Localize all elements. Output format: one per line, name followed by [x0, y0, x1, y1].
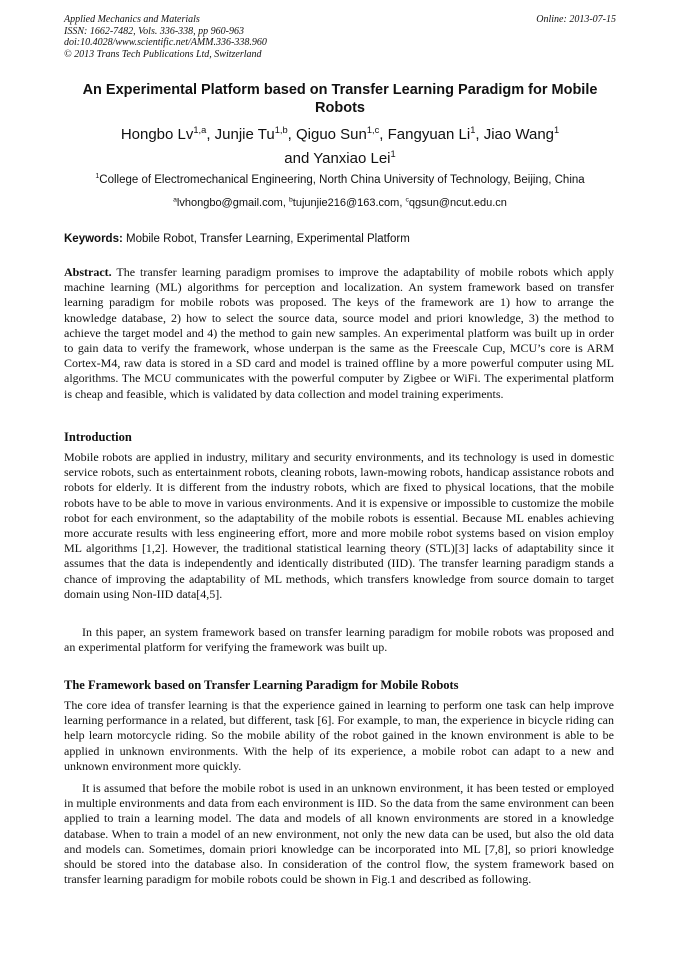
- abstract-text: The transfer learning paradigm promises to improve the adaptability of mobile robots which apply machine learning (ML) algorithms for perception and localization. An system framework based on transfer learning paradigm for mobile robots was proposed. The keys of the framework are 1) how to arrange the knowledge database, 2) how to select the source data, source model and priori knowledge, 3) the method to achieve the target model and 4) the method to gain new samples. An experimental platform was built up in order to gain data to verify the framework, whose underpan is the same as the Freescale Cup, MCU’s core is ARM Cortex-M4, raw data is stored in a SD card and model is trained offline by a more powerful computer using ML algorithms. The MCU communicates with the powerful computer by Zigbee or WiFi. The experimental platform is cheap and feasible, which is validated by data collection and model training experiments.: [64, 265, 614, 401]
- keywords-text: Mobile Robot, Transfer Learning, Experimental Platform: [122, 233, 410, 245]
- framework-paragraph: The core idea of transfer learning is that the experience gained in learning to perform one task can help improve learning performance in a related, but different, task [6]. For example, to man, the experience in bicycle riding can help learn motorcycle riding. So the mobile ability of the robot gained in the known environment is able to be applied in unknown environments. With the help of its experience, a mobile robot can adapt to a new and unknown environment more quickly.: [64, 698, 614, 773]
- introduction-paragraph: In this paper, an system framework based on transfer learning paradigm for mobile robots was proposed and an experimental platform for verifying the framework was built up.: [64, 625, 614, 655]
- email-link[interactable]: qgsun@ncut.edu.cn: [408, 197, 507, 209]
- author-and: and: [284, 150, 310, 167]
- email-sup: c: [405, 196, 409, 204]
- author-sup: 1,a: [193, 125, 207, 135]
- email-sup: a: [173, 196, 177, 204]
- framework-paragraph: It is assumed that before the mobile robot is used in an unknown environment, it has been tested or employed in multiple environments and data from each environment is IID. So the data from the same environment can been applied to train a learning model. The data and models of all known environments are stored in a knowledge database. When to train a model of an new environment, not only the new data can be used, but also the old data and models can. Sometimes, domain priori knowledge can be incorporated into ML [7,8], so priori knowledge should be stored into the database also. In consideration of the control flow, the system framework based on transfer learning paradigm for mobile robots could be shown in Fig.1 and described as following.: [64, 781, 614, 887]
- journal-name: Applied Mechanics and Materials: [64, 14, 200, 25]
- author-name: Fangyuan Li: [387, 126, 471, 143]
- author-name: Junjie Tu: [214, 126, 275, 143]
- author-emails: [64, 196, 616, 211]
- author-sup: 1: [470, 125, 476, 135]
- author-name: Qiguo Sun: [295, 126, 367, 143]
- author-sup: 1: [390, 149, 396, 159]
- affiliation: [64, 173, 616, 188]
- email-link[interactable]: tujunjie216@163.com,: [292, 197, 406, 209]
- paper-title: An Experimental Platform based on Transfer Learning Paradigm for Mobile Robots: [82, 82, 598, 116]
- copyright-line: © 2013 Trans Tech Publications Ltd, Switzerland: [64, 48, 262, 60]
- author-name: Jiao Wang: [483, 126, 555, 143]
- keywords-label: Keywords:: [64, 233, 123, 245]
- affiliation-text: College of Electromechanical Engineering, North China University of Technology, Beijing, China: [99, 174, 585, 186]
- author-name: Hongbo Lv: [120, 126, 194, 143]
- doi-line: doi:10.4028/www.scientific.net/AMM.336-338.960: [64, 37, 267, 48]
- online-date: Online: 2013-07-15: [536, 14, 616, 25]
- introduction-paragraph: Mobile robots are applied in industry, military and security environments, and its technology is used in domestic service robots, such as entertainment robots, cleaning robots, lawn-mowing robots, handicap assistance robots and robots for elderly. It is different from the industry robots, which are fixed to physical locations, that the mobile robots have to be able to move in various environments. And it is expensive or impossible to customize the mobile robot for each environment, so the adaptability of the mobile robots is essential. Because ML enables achieving more accurate results with less engineering effort, more and more mobile robot systems based on vision employ ML algorithms [1,2]. However, the traditional statistical learning theory (STL)[3] lacks of adaptability since it assumes that the data is independently and identically distributed (IID). The transfer learning paradigm stands a chance of improving the adaptability of ML methods, which transfers knowledge from source domain to target domain using Non-IID data[4,5].: [64, 450, 614, 601]
- email-sup: b: [288, 196, 293, 204]
- email-link[interactable]: lvhongbo@gmail.com,: [176, 197, 289, 209]
- author-sup: 1: [554, 125, 560, 135]
- issn-line: ISSN: 1662-7482, Vols. 336-338, pp 960-963: [64, 25, 244, 37]
- section-heading-introduction: Introduction: [64, 430, 132, 444]
- abstract: [64, 265, 614, 402]
- abstract-label: Abstract.: [64, 265, 112, 279]
- author-sup: 1,b: [274, 125, 288, 135]
- section-heading-framework: The Framework based on Transfer Learning Paradigm for Mobile Robots: [64, 678, 459, 692]
- author-name: Yanxiao Lei: [313, 150, 391, 167]
- journal-header: [64, 14, 616, 60]
- keywords: [64, 232, 616, 247]
- author-sup: 1,c: [366, 125, 380, 135]
- affiliation-sup: 1: [95, 172, 100, 181]
- author-list: Hongbo Lv$^{1,a}$, Junjie Tu$^{1,b}$, Qiguo Sun$^{1,c}$, Fangyuan Li$^1$, Jiao Wang$^1$ and Yanxiao Lei$^1$: [120, 125, 560, 167]
